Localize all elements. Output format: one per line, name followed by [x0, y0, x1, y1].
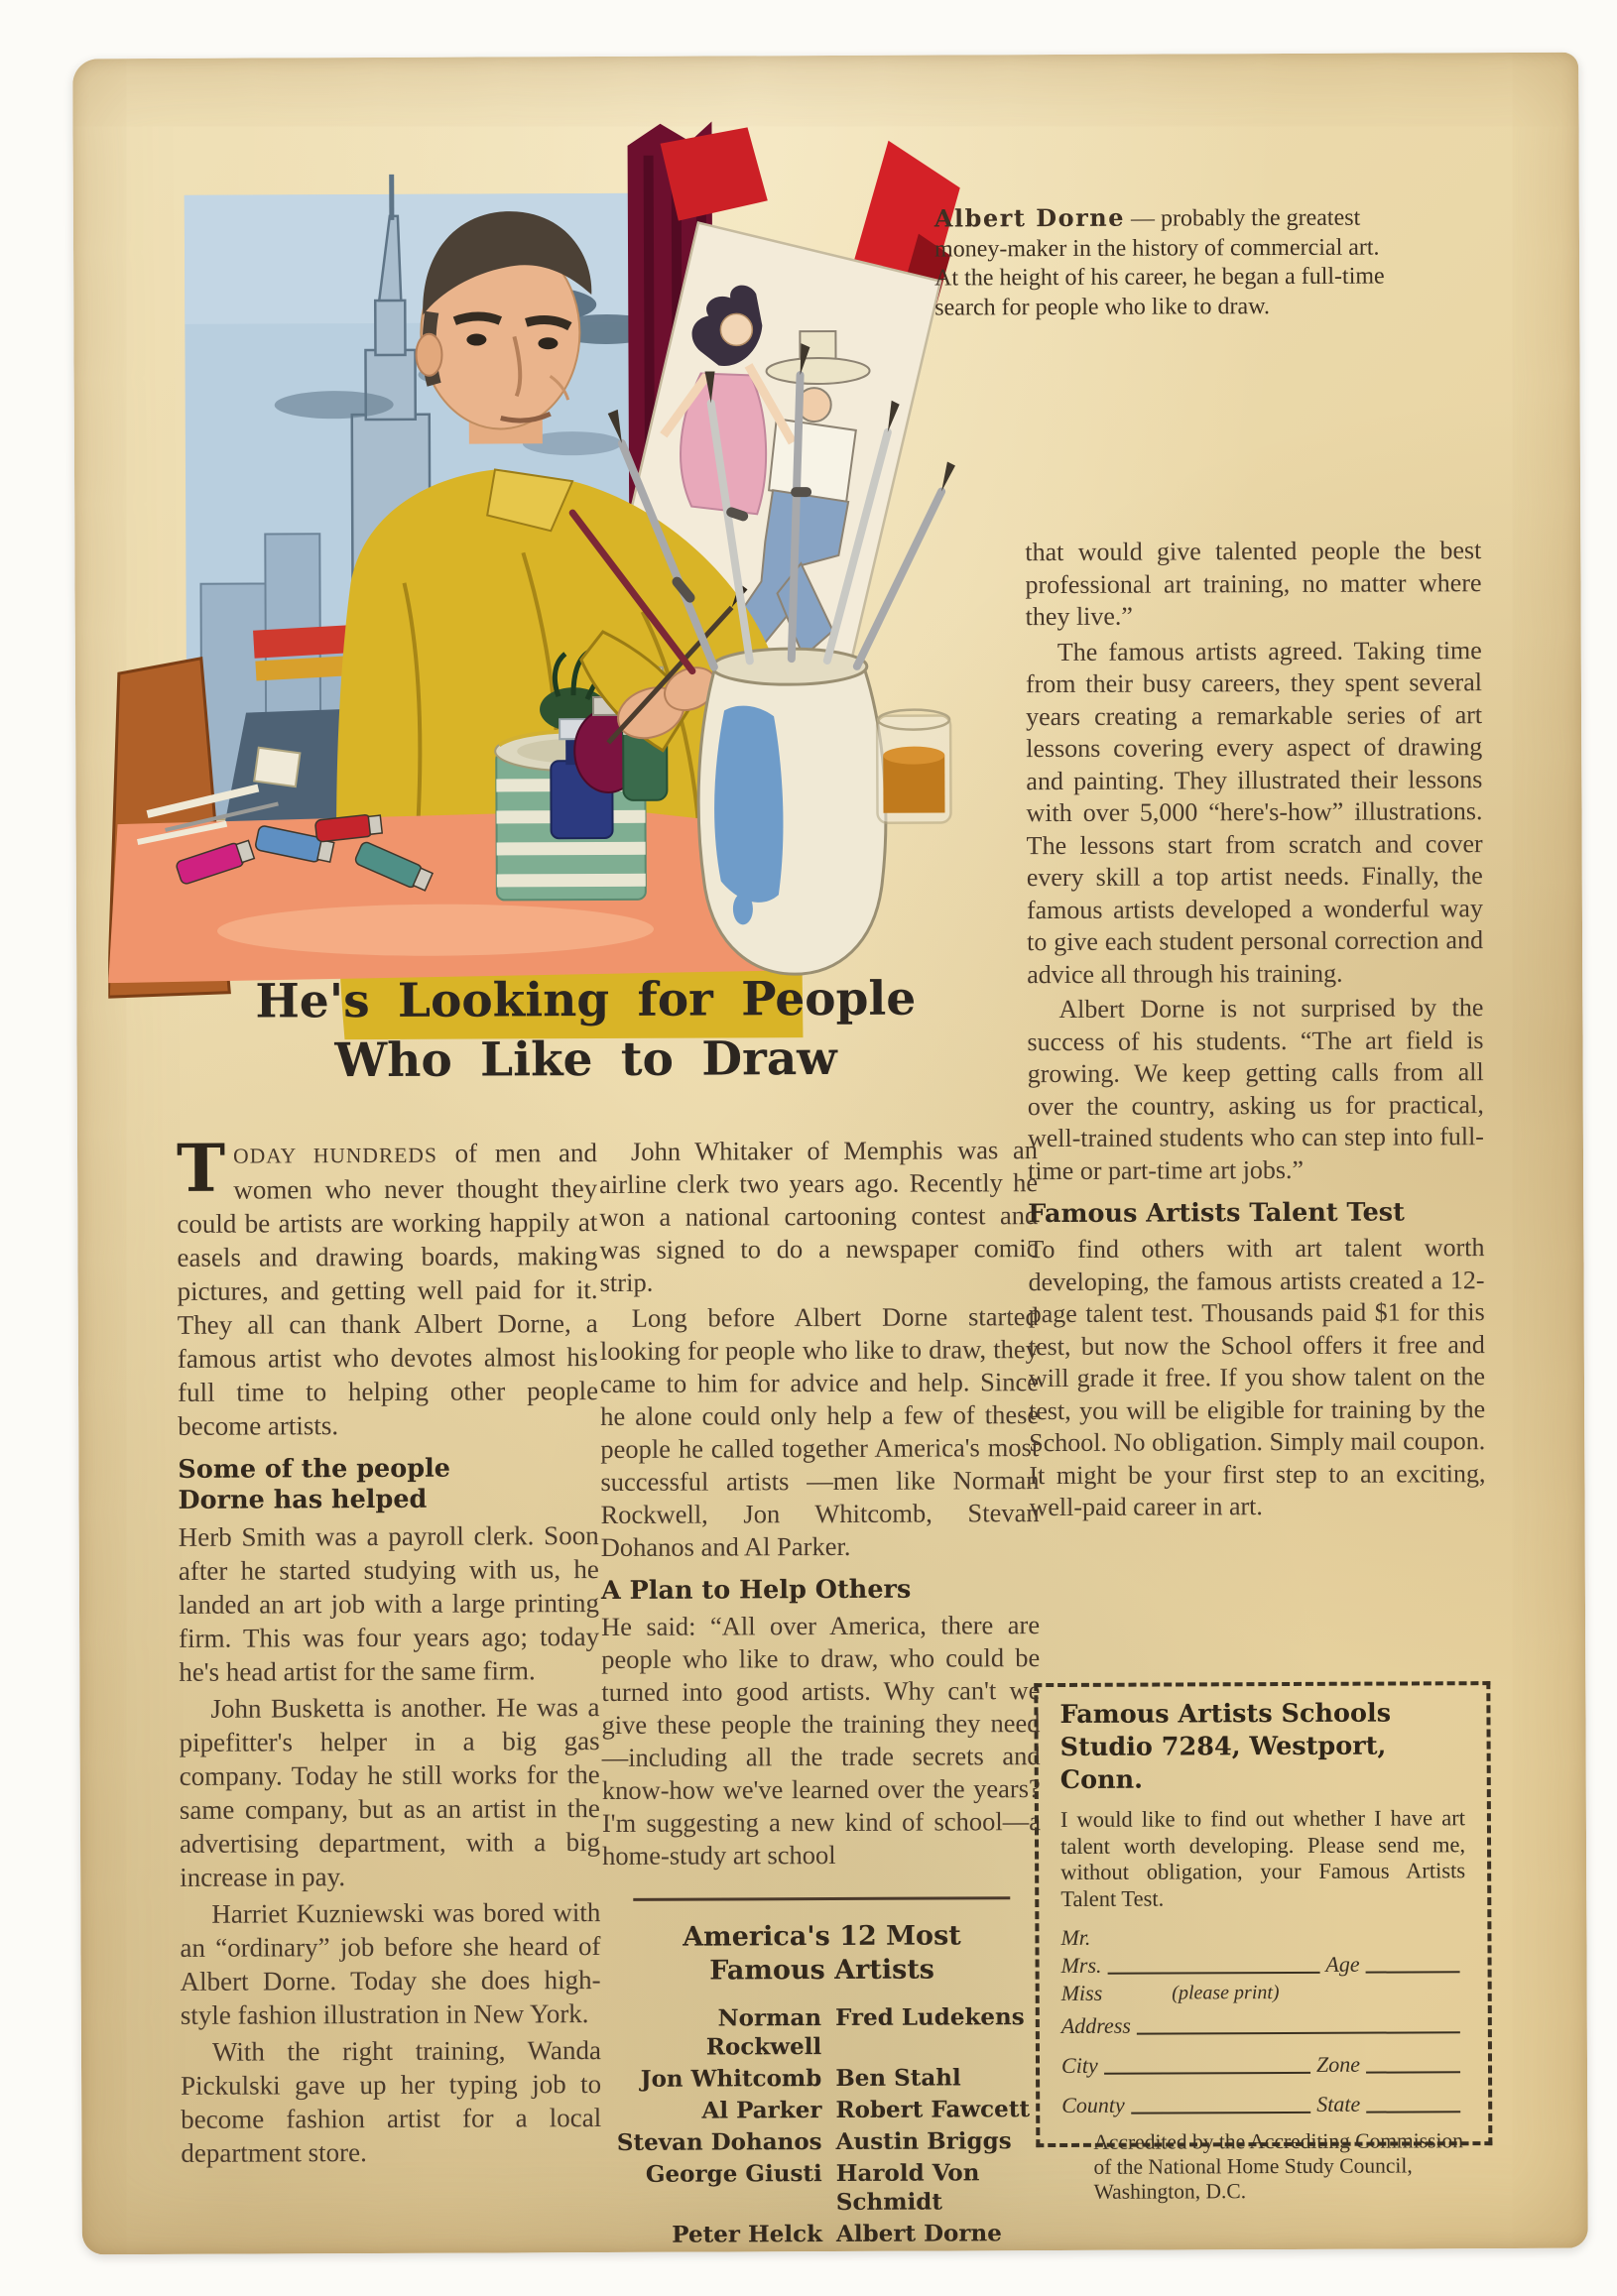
famous-artists-title: America's 12 Most Famous Artists [683, 1920, 961, 1987]
caption-text: — probably the greatest money-maker in the history of commercial art. At the height of his career, he began a full-time search for people who like to draw. [933, 204, 1385, 321]
paragraph-text: of men and women who never thought they could be artists are working happily at easels and drawing boards, making pictures, and getting well paid for it. They all can thank Albert Dorne, a famous artist who devotes almost his full time to helping other people become artists. [177, 1138, 599, 1441]
field-label-city: City [1060, 2052, 1098, 2078]
caption-name: Albert Dorne [933, 202, 1126, 233]
headline-line-2: Who Like to Draw [334, 1030, 837, 1089]
coupon-school-address: Studio 7284, Westport, Conn. [1059, 1731, 1387, 1795]
field-label-county: County [1061, 2092, 1125, 2117]
artist-name: Austin Briggs [835, 2127, 1012, 2155]
paragraph: John Busketta is another. He was a pipefitter's helper in a big gas company. Today he still works for the same company, but as an artist in the advertising department, with a big increase in pay. [179, 1692, 601, 1892]
field-label-zone: Zone [1315, 2051, 1361, 2077]
artist-name: Stevan Dohanos [616, 2128, 822, 2156]
artist-name: George Giusti [645, 2160, 822, 2188]
artist-name: Jon Whitcomb [640, 2065, 822, 2093]
artist-name: Albert Dorne [835, 2220, 1002, 2247]
back-cover-page [72, 53, 1588, 2255]
field-row-address [1061, 2012, 1466, 2038]
famous-artists-list [603, 2002, 1043, 2249]
field-label-miss: Miss [1060, 1980, 1103, 2005]
artist-name: Peter Helck [672, 2221, 823, 2248]
headline-line-1: He's Looking for People [255, 971, 917, 1029]
drop-cap: T [176, 1129, 226, 1207]
paragraph: With the right training, Wanda Pickulski gave up her typing job to become fashion artist for a local department store. [181, 2035, 602, 2168]
field-row-city-zone [1061, 2052, 1466, 2078]
age-underline [1366, 1959, 1460, 1973]
zone-underline [1366, 2059, 1460, 2073]
paragraph: Albert Dorne is not surprised by the success of his students. “The art field is growing. We keep getting calls from all over the country, asking us for practical, well-trained students who can step into full-time or part-time art jobs.” [1027, 993, 1484, 1185]
field-label-address: Address [1060, 2012, 1131, 2038]
artist-name: Al Parker [701, 2097, 822, 2124]
coupon-school-name: Famous Artists Schools [1059, 1698, 1392, 1730]
blue-glaze [714, 705, 784, 903]
amber-glass [877, 709, 950, 822]
field-label-mrs: Mrs. [1060, 1952, 1102, 1978]
artist-name: Fred Ludekens [834, 2003, 1025, 2031]
please-print-note: (please print) [1172, 1982, 1280, 2004]
coupon-accreditation: Accredited by the Accrediting Commission of the National Home Study Council, Washington, D.C. [1093, 2128, 1463, 2204]
coupon-body-text: I would like to find out whether I have art talent worth developing. Please send me, without obligation, your Famous Artists Talent Test. [1059, 1805, 1466, 1911]
address-underline [1137, 2019, 1460, 2034]
artist-name: Norman Rockwell [705, 2004, 822, 2061]
section-heading-plan: A Plan to Help Others [600, 1574, 912, 1607]
artist-name: Robert Fawcett [835, 2096, 1031, 2123]
main-headline [253, 970, 919, 1092]
right-column [1025, 535, 1485, 1526]
paragraph: To find others with art talent worth developing, the famous artists created a 12-page talent test. Thousands paid $1 for this test, but now the School offers it free and will grade it free. If you show talent on the test, you will be eligible for training by the School. No obligation. Simply mail coupon. It might be your first step to an exciting, well-paid career in art. [1028, 1233, 1486, 1522]
lead-small-caps: ODAY HUNDREDS [233, 1143, 437, 1168]
city-underline [1104, 2060, 1310, 2075]
paragraph: Herb Smith was a payroll clerk. Soon after he started studying with us, he landed an art job with a large printing firm. This was four years ago; today he's head artist for the same firm. [178, 1520, 600, 1687]
artist-name: Ben Stahl [835, 2064, 961, 2092]
photo-caption [934, 202, 1390, 323]
county-underline [1131, 2100, 1310, 2115]
field-label-age: Age [1325, 1951, 1360, 1977]
middle-column [599, 1134, 1043, 2249]
artist-name: Harold Von Schmidt [835, 2159, 980, 2216]
mail-coupon [1034, 1681, 1492, 2204]
state-underline [1366, 2099, 1460, 2113]
paragraph: John Whitaker of Memphis was an airline clerk two years ago. Recently he won a national cartooning contest and was signed to do a newspaper comic strip. [599, 1135, 1039, 1298]
paragraph: He said: “All over America, there are people who like to draw, who could be turned into good artists. Why can't we give these people the training they need—including all the trade secrets and know-how we've learned over the years? I'm suggesting a new kind of school—a home-study art school [601, 1610, 1042, 1872]
famous-artists-divider [633, 1896, 1010, 1901]
paragraph: Harriet Kuzniewski was bored with an “ordinary” job before she heard of Albert Dorne. Today she does high-style fashion illustration in New York. [180, 1897, 601, 2030]
paint-jug [697, 649, 886, 975]
field-row-mr [1060, 1924, 1465, 1950]
paragraph: The famous artists agreed. Taking time from their busy careers, they spent several years creating a remarkable series of art lessons covering every aspect of drawing and painting. They illustrated their lessons with over 5,000 “here's-how” illustrations. The lessons start from scratch and cover every skill a top artist needs. Finally, the famous artists developed a wonderful way to give each student personal correction and advice all through his training. [1025, 635, 1484, 989]
section-heading-talent-test: Famous Artists Talent Test [1028, 1197, 1405, 1230]
paragraph: Long before Albert Dorne started looking for people who like to draw, they came to him for advice and help. Since he alone could only help a few of these people he called together America's most successful artists —men like Norman Rockwell, Jon Whitcomb, Stevan Dohanos and Al Parker. [599, 1301, 1040, 1563]
left-column [176, 1129, 602, 2173]
paragraph [176, 1129, 599, 1443]
section-heading-dorne-helped: Some of the people Dorne has helped [178, 1453, 451, 1515]
field-row-county-state [1061, 2092, 1466, 2117]
paragraph: that would give talented people the best professional art training, no matter where they live.” [1025, 536, 1482, 632]
field-label-state: State [1316, 2091, 1361, 2116]
field-row-mrs-age [1061, 1952, 1466, 1978]
field-row-miss [1061, 1980, 1466, 2005]
field-label-mr: Mr. [1060, 1924, 1091, 1950]
name-underline [1108, 1960, 1320, 1975]
